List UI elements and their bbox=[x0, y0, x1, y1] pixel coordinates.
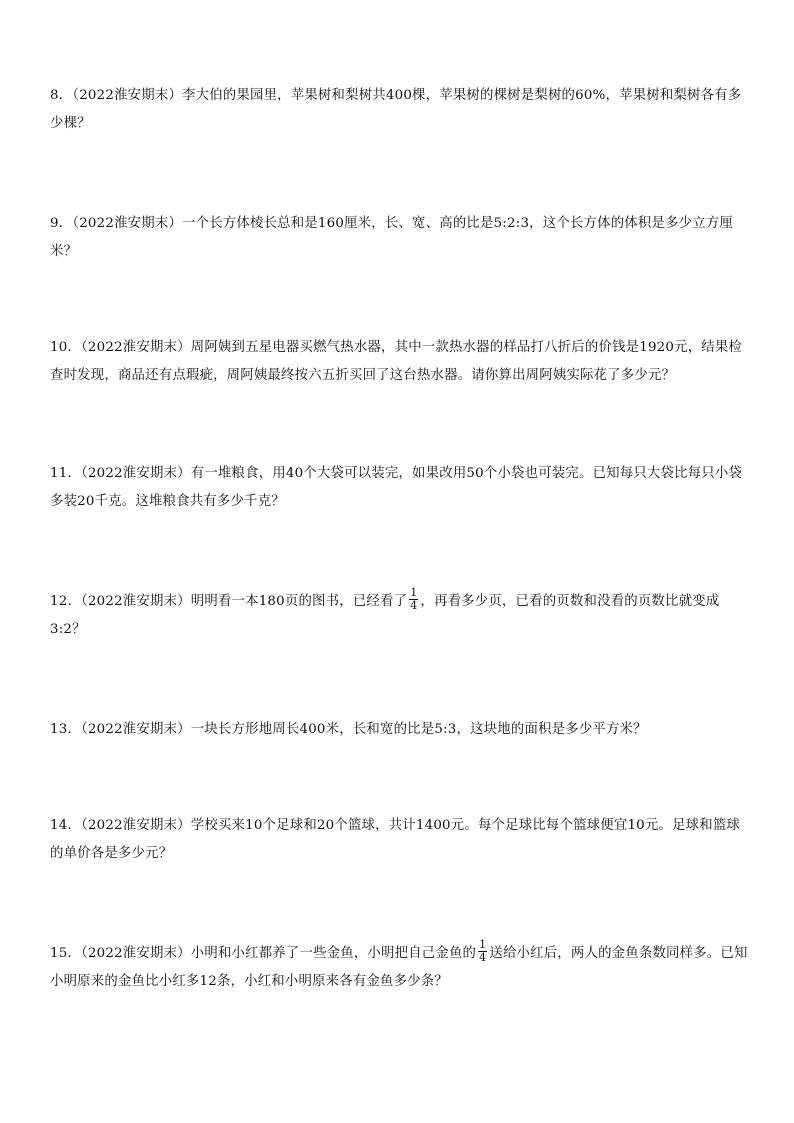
question-10-text: 10．（2022淮安期末）周阿姨到五星电器买燃气热水器，其中一款热水器的样品打八折后的价钱是1920元，结果检查时发现，商品还有点瑕疵，周阿姨最终按六五折买回了这台热水器。请你算出周阿姨实际花了多少元？ bbox=[50, 340, 743, 383]
question-12 bbox=[50, 588, 750, 644]
question-11-text: 11．（2022淮安期末）有一堆粮食，用40个大袋可以装完，如果改用50个小袋也可装完。已知每只大袋比每只小袋多装20千克。这堆粮食共有多少千克？ bbox=[50, 466, 743, 509]
question-15-text-before: 15．（2022淮安期末）小明和小红都养了一些金鱼，小明把自己金鱼的 bbox=[50, 946, 477, 961]
question-12-text-before: 12．（2022淮安期末）明明看一本180页的图书，已经看了 bbox=[50, 594, 408, 609]
question-13 bbox=[50, 716, 750, 744]
question-15 bbox=[50, 940, 750, 996]
question-14-text: 14．（2022淮安期末）学校买来10个足球和20个篮球，共计1400元。每个足球比每个篮球便宜10元。足球和篮球的单价各是多少元？ bbox=[50, 818, 741, 861]
fraction-one-quarter bbox=[409, 587, 418, 612]
question-9 bbox=[50, 210, 750, 266]
question-15-text-after: 送给小红后，两人的金鱼条数同样多。已知小明原来的金鱼比小红多12条，小红和小明原来各有金鱼多少条？ bbox=[50, 946, 748, 989]
fraction-denominator: 4 bbox=[410, 599, 418, 612]
question-10 bbox=[50, 334, 750, 390]
fraction-numerator: 1 bbox=[410, 586, 418, 599]
question-12-text-after: ，再看多少页，已看的页数和没看的页数比就变成3:2？ bbox=[50, 594, 720, 637]
question-8 bbox=[50, 82, 750, 138]
question-14 bbox=[50, 812, 750, 868]
question-13-text: 13．（2022淮安期末）一块长方形地周长400米，长和宽的比是5:3，这块地的面积是多少平方米？ bbox=[50, 722, 647, 737]
fraction-denominator: 4 bbox=[479, 951, 487, 964]
question-8-text: 8．（2022淮安期末）李大伯的果园里，苹果树和梨树共400棵，苹果树的棵树是梨树的60%，苹果树和梨树各有多少棵？ bbox=[50, 88, 742, 131]
question-9-text: 9．（2022淮安期末）一个长方体棱长总和是160厘米，长、宽、高的比是5:2:3，这个长方体的体积是多少立方厘米？ bbox=[50, 216, 734, 259]
question-11 bbox=[50, 460, 750, 516]
fraction-one-quarter bbox=[478, 939, 487, 964]
fraction-numerator: 1 bbox=[479, 938, 487, 951]
